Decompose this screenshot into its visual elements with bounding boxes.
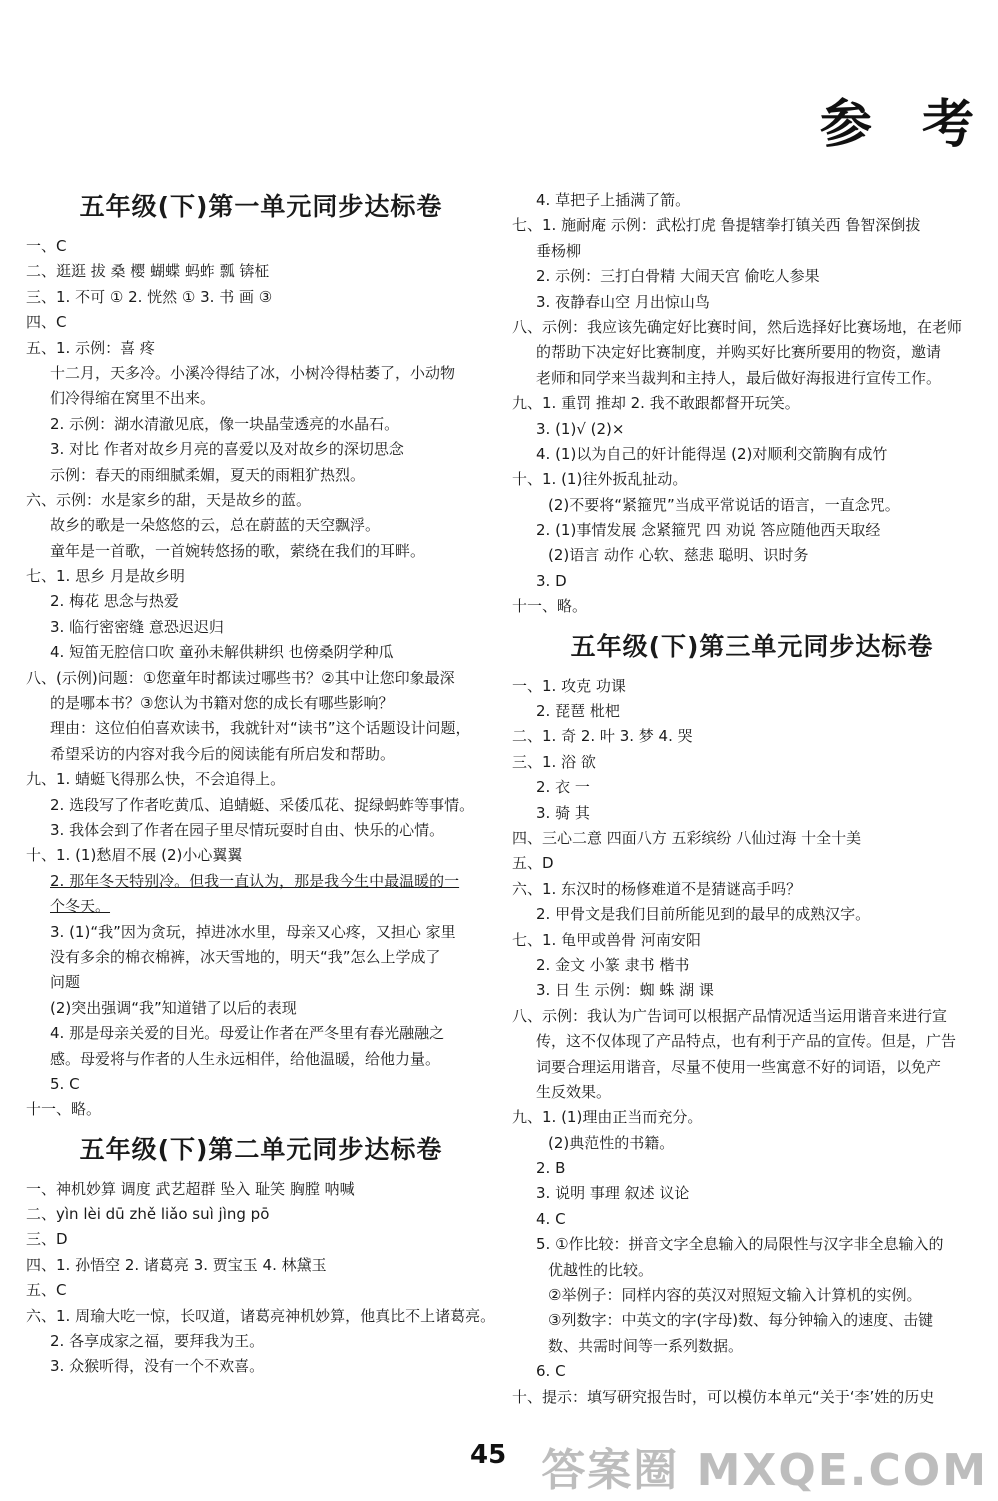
- answer-text: (2)语言 动作 心软、慈悲 聪明、识时务: [548, 546, 809, 565]
- answer-text: 2. 琵琶 枇杷: [536, 702, 620, 721]
- answer-text: 五、D: [512, 854, 554, 873]
- answer-text: 四、1. 孙悟空 2. 诸葛亮 3. 贾宝玉 4. 林黛玉: [26, 1255, 327, 1274]
- answer-line: [512, 1055, 992, 1080]
- answer-text: 问题: [50, 973, 81, 992]
- answer-line: [512, 1385, 992, 1410]
- answer-line: [512, 543, 992, 568]
- answer-text: 老师和同学来当裁判和主持人，最后做好海报进行宣传工作。: [536, 368, 942, 387]
- answer-line: [512, 1004, 992, 1029]
- answer-text: 3. 夜静春山空 月出惊山鸟: [536, 292, 710, 311]
- answer-line: [512, 724, 992, 749]
- answer-text: (2)不要将“紧箍咒”当成平常说话的语言，一直念咒。: [548, 495, 900, 514]
- answer-line: [512, 699, 992, 724]
- answer-line: [26, 336, 496, 361]
- answer-text: 2. 示例：湖水清澈见底，像一块晶莹透亮的水晶石。: [50, 414, 400, 433]
- answer-line: [26, 1202, 496, 1227]
- unit3-answers: [512, 674, 992, 1410]
- answer-text: 没有多余的棉衣棉裤，冰天雪地的，明天“我”怎么上学成了: [50, 947, 441, 966]
- answer-text: ③列数字：中英文的字(字母)数、每分钟输入的速度、击键: [548, 1311, 934, 1330]
- answer-text: 九、1. 重罚 推却 2. 我不敢跟都督开玩笑。: [512, 394, 800, 413]
- answer-line: [512, 1359, 992, 1384]
- left-column: [26, 188, 496, 1380]
- answer-text: 六、1. 周瑜大吃一惊，长叹道，诸葛亮神机妙算，他真比不上诸葛亮。: [26, 1306, 496, 1325]
- answer-line: [26, 1021, 496, 1046]
- answer-line: [26, 767, 496, 792]
- answer-text: 3. D: [536, 571, 567, 590]
- answer-text: 2. 衣 一: [536, 778, 590, 797]
- answer-line: [512, 1308, 992, 1333]
- answer-text: 九、1. (1)理由正当而充分。: [512, 1108, 703, 1127]
- answer-text: 垂杨柳: [536, 241, 582, 260]
- answer-line: [512, 340, 992, 365]
- answer-text: 传，这不仅体现了产品特点，也有利于产品的宣传。但是，广告: [536, 1032, 957, 1051]
- answer-text: 五、1. 示例：喜 疼: [26, 338, 155, 357]
- answer-text: 5. ①作比较：拼音文字全息输入的局限性与汉字非全息输入的: [536, 1235, 944, 1254]
- answer-text: 三、D: [26, 1230, 68, 1249]
- section-title-unit2: 五年级(下)第二单元同步达标卷: [79, 1134, 443, 1164]
- answer-text: 八、示例：我应该先确定好比赛时间，然后选择好比赛场地，在老师: [512, 317, 963, 336]
- answer-line: [26, 259, 496, 284]
- answer-line: [26, 564, 496, 589]
- answer-text: ②举例子：同样内容的英汉对照短文输入计算机的实例。: [548, 1286, 922, 1305]
- answer-text: 童年是一首歌，一首婉转悠扬的歌，萦绕在我们的耳畔。: [50, 541, 426, 560]
- answer-line: [26, 463, 496, 488]
- answer-line: [26, 412, 496, 437]
- answer-line: [26, 437, 496, 462]
- answer-text: 4. 草把子上插满了箭。: [536, 191, 691, 209]
- answer-line: [512, 417, 992, 442]
- answer-line: [26, 742, 496, 767]
- answer-text: 2. 金文 小篆 隶书 楷书: [536, 955, 690, 974]
- answer-line: [26, 691, 496, 716]
- answer-line: [26, 920, 496, 945]
- answer-text: 十、提示：填写研究报告时，可以模仿本单元“关于‘李’姓的历史: [512, 1387, 935, 1406]
- section-title-unit3: 五年级(下)第三单元同步达标卷: [570, 631, 934, 661]
- answer-text: 一、C: [26, 237, 67, 255]
- answer-line: [512, 391, 992, 416]
- answer-line: [26, 1227, 496, 1252]
- answer-text: 感。母爱将与作者的人生永远相伴，给他温暖，给他力量。: [50, 1049, 441, 1068]
- answer-text: 七、1. 龟甲或兽骨 河南安阳: [512, 930, 701, 949]
- answer-text: 十、1. (1)往外扳乱扯动。: [512, 470, 688, 489]
- answer-line: [512, 775, 992, 800]
- answer-line: [512, 467, 992, 492]
- answer-line: [26, 513, 496, 538]
- answer-line: [26, 640, 496, 665]
- answer-text: 2. B: [536, 1159, 566, 1178]
- answer-text: 四、C: [26, 313, 67, 332]
- answer-text: 数、共需时间等一系列数据。: [548, 1336, 744, 1355]
- answer-line: [26, 1354, 496, 1379]
- answer-text: 七、1. 施耐庵 示例：武松打虎 鲁提辖拳打镇关西 鲁智深倒拔: [512, 216, 921, 235]
- answer-line: [512, 902, 992, 927]
- answer-text: 3. 我体会到了作者在园子里尽情玩耍时自由、快乐的心情。: [50, 820, 445, 839]
- answer-line: [26, 488, 496, 513]
- answer-line: [26, 1329, 496, 1354]
- answer-line: [512, 1156, 992, 1181]
- answer-line: [512, 493, 992, 518]
- answer-line: [512, 1131, 992, 1156]
- answer-text: 二、yìn lèi dū zhě liǎo suì jìng pō: [26, 1205, 270, 1224]
- answer-text: 故乡的歌是一朵悠悠的云，总在蔚蓝的天空飘浮。: [50, 516, 381, 535]
- page-header-title: 参 考: [819, 94, 990, 155]
- answer-text: 4. (1)以为自己的奸计能得逞 (2)对顺利交箭胸有成竹: [536, 444, 888, 463]
- answer-line: [512, 928, 992, 953]
- answer-line: [26, 589, 496, 614]
- answer-line: [512, 674, 992, 699]
- answer-text: 生反效果。: [536, 1082, 612, 1101]
- answer-line: [512, 1181, 992, 1206]
- answer-line: [26, 1278, 496, 1303]
- answer-text: 个冬天。: [50, 897, 111, 916]
- answer-line: [512, 1258, 992, 1283]
- answer-line: [26, 894, 496, 919]
- answer-text: 十、1. (1)愁眉不展 (2)小心翼翼: [26, 846, 243, 865]
- answer-line: [512, 801, 992, 826]
- answer-text: 3. 众猴听得，没有一个不欢喜。: [50, 1357, 265, 1376]
- unit2-answers: [26, 1177, 496, 1380]
- answer-line: [512, 1232, 992, 1257]
- answer-text: 的帮助下决定好比赛制度，并购买好比赛所要用的物资，邀请: [536, 343, 942, 362]
- answer-text: 六、1. 东汉时的杨修难道不是猜谜高手吗？: [512, 879, 802, 898]
- answer-text: 三、1. 不可 ① 2. 恍然 ① 3. 书 画 ③: [26, 287, 273, 306]
- section-title-unit1: 五年级(下)第一单元同步达标卷: [79, 192, 443, 221]
- answer-text: 优越性的比较。: [548, 1260, 654, 1279]
- answer-line: [26, 1253, 496, 1278]
- answer-text: 们冷得缩在窝里不出来。: [50, 389, 216, 408]
- answer-text: 二、逛逛 拔 桑 樱 蝴蝶 蚂蚱 瓢 锛柾: [26, 262, 270, 281]
- answer-text: 八、(示例)问题：①您童年时都读过哪些书？②其中让您印象最深: [26, 668, 455, 687]
- answer-line: [512, 953, 992, 978]
- answer-text: (2)典范性的书籍。: [548, 1133, 675, 1152]
- answer-line: [26, 234, 496, 259]
- answer-line: [512, 290, 992, 315]
- answer-line: [26, 1304, 496, 1329]
- answer-text: 2. 示例：三打白骨精 大闹天宫 偷吃人参果: [536, 267, 820, 286]
- answer-line: [26, 1072, 496, 1097]
- answer-line: [26, 793, 496, 818]
- answer-text: 2. 各享成家之福，要拜我为王。: [50, 1332, 265, 1351]
- answer-line: [512, 1334, 992, 1359]
- answer-line: [512, 239, 992, 264]
- answer-line: [26, 970, 496, 995]
- answer-line: [26, 615, 496, 640]
- answer-line: [512, 1029, 992, 1054]
- answer-line: [512, 594, 992, 619]
- answer-text: 七、1. 思乡 月是故乡明: [26, 567, 185, 586]
- answer-text: 4. C: [536, 1209, 566, 1228]
- answer-line: [512, 978, 992, 1003]
- answer-text: 八、示例：我认为广告词可以根据产品情况适当运用谐音来进行宣: [512, 1006, 948, 1025]
- answer-text: 一、神机妙算 调度 武艺超群 坠入 耻笑 胸膛 呐喊: [26, 1179, 355, 1198]
- answer-line: [512, 569, 992, 594]
- answer-line: [512, 750, 992, 775]
- answer-text: 四、三心二意 四面八方 五彩缤纷 八仙过海 十全十美: [512, 828, 862, 847]
- answer-line: [26, 996, 496, 1021]
- answer-text: 3. 日 生 示例：蜘 蛛 湖 课: [536, 981, 714, 1000]
- answer-line: [512, 1207, 992, 1232]
- watermark-logo: 答案圈 MXQE.COM: [541, 1445, 988, 1496]
- answer-text: 九、1. 蜻蜓飞得那么快，不会追得上。: [26, 770, 286, 789]
- answer-line: [512, 264, 992, 289]
- answer-text: 5. C: [50, 1074, 80, 1093]
- answer-text: 2. 那年冬天特别冷。但我一直认为，那是我今生中最温暖的一: [50, 871, 460, 890]
- answer-line: [512, 851, 992, 876]
- answer-line: [26, 310, 496, 335]
- page-number: 45: [470, 1440, 507, 1470]
- answer-line: [26, 666, 496, 691]
- answer-line: [512, 1283, 992, 1308]
- answer-text: 3. (1)√ (2)×: [536, 419, 625, 438]
- answer-text: 示例：春天的雨细腻柔媚，夏天的雨粗犷热烈。: [50, 465, 366, 484]
- answer-line: [512, 826, 992, 851]
- answer-line: [26, 386, 496, 411]
- answer-text: 3. 对比 作者对故乡月亮的喜爱以及对故乡的深切思念: [50, 440, 404, 459]
- answer-line: [512, 213, 992, 238]
- answer-line: [26, 843, 496, 868]
- answer-text: 十一、略。: [26, 1100, 102, 1119]
- answer-line: [26, 818, 496, 843]
- answer-text: 的是哪本书？③您认为书籍对您的成长有哪些影响？: [50, 694, 394, 713]
- answer-line: [512, 1080, 992, 1105]
- answer-text: 4. 短笛无腔信口吹 童孙未解供耕织 也傍桑阴学种瓜: [50, 643, 394, 662]
- answer-line: [26, 539, 496, 564]
- answer-text: 2. (1)事情发展 念紧箍咒 四 劝说 答应随他西天取经: [536, 521, 881, 540]
- answer-text: 词要合理运用谐音，尽量不使用一些寓意不好的词语，以免产: [536, 1057, 942, 1076]
- answer-text: 2. 甲骨文是我们目前所能见到的最早的成熟汉字。: [536, 905, 871, 924]
- answer-text: 4. 那是母亲关爱的目光。母爱让作者在严冬里有春光融融之: [50, 1024, 445, 1043]
- answer-text: 3. 临行密密缝 意恐迟迟归: [50, 617, 224, 636]
- answer-text: 十二月，天多冷。小溪冷得结了冰，小树冷得枯萎了，小动物: [50, 363, 456, 382]
- answer-text: (2)突出强调“我”知道错了以后的表现: [50, 998, 297, 1017]
- answer-text: 2. 选段写了作者吃黄瓜、追蜻蜓、采倭瓜花、捉绿蚂蚱等事情。: [50, 795, 475, 814]
- answer-line: [26, 361, 496, 386]
- answer-line: [512, 1105, 992, 1130]
- answer-line: [512, 518, 992, 543]
- answer-text: 六、示例：水是家乡的甜，天是故乡的蓝。: [26, 490, 312, 509]
- answer-line: [512, 188, 992, 213]
- unit1-answers: [26, 234, 496, 1123]
- right-column: [512, 188, 992, 1410]
- answer-text: 十一、略。: [512, 597, 588, 616]
- answer-text: 三、1. 浴 欲: [512, 752, 596, 771]
- answer-text: 五、C: [26, 1281, 67, 1300]
- answer-line: [26, 1177, 496, 1202]
- answer-line: [512, 366, 992, 391]
- answer-text: 3. (1)“我”因为贪玩，掉进冰水里，母亲又心疼，又担心 家里: [50, 922, 456, 941]
- answer-text: 6. C: [536, 1362, 566, 1381]
- answer-line: [26, 869, 496, 894]
- answer-text: 二、1. 奇 2. 叶 3. 梦 4. 哭: [512, 727, 693, 746]
- answer-line: [26, 1097, 496, 1122]
- answer-line: [26, 716, 496, 741]
- answer-line: [26, 945, 496, 970]
- answer-text: 一、1. 攻克 功课: [512, 676, 626, 695]
- answer-line: [512, 442, 992, 467]
- answer-text: 3. 说明 事理 叙述 议论: [536, 1184, 690, 1203]
- answer-text: 3. 骑 其: [536, 803, 590, 822]
- answer-text: 希望采访的内容对我今后的阅读能有所启发和帮助。: [50, 744, 396, 763]
- answer-text: 理由：这位伯伯喜欢读书，我就针对“读书”这个话题设计问题，: [50, 719, 471, 738]
- answer-text: 2. 梅花 思念与热爱: [50, 592, 179, 611]
- answer-line: [26, 1047, 496, 1072]
- answer-line: [512, 877, 992, 902]
- answer-line: [26, 285, 496, 310]
- unit2-answers-continued: [512, 188, 992, 620]
- answer-line: [512, 315, 992, 340]
